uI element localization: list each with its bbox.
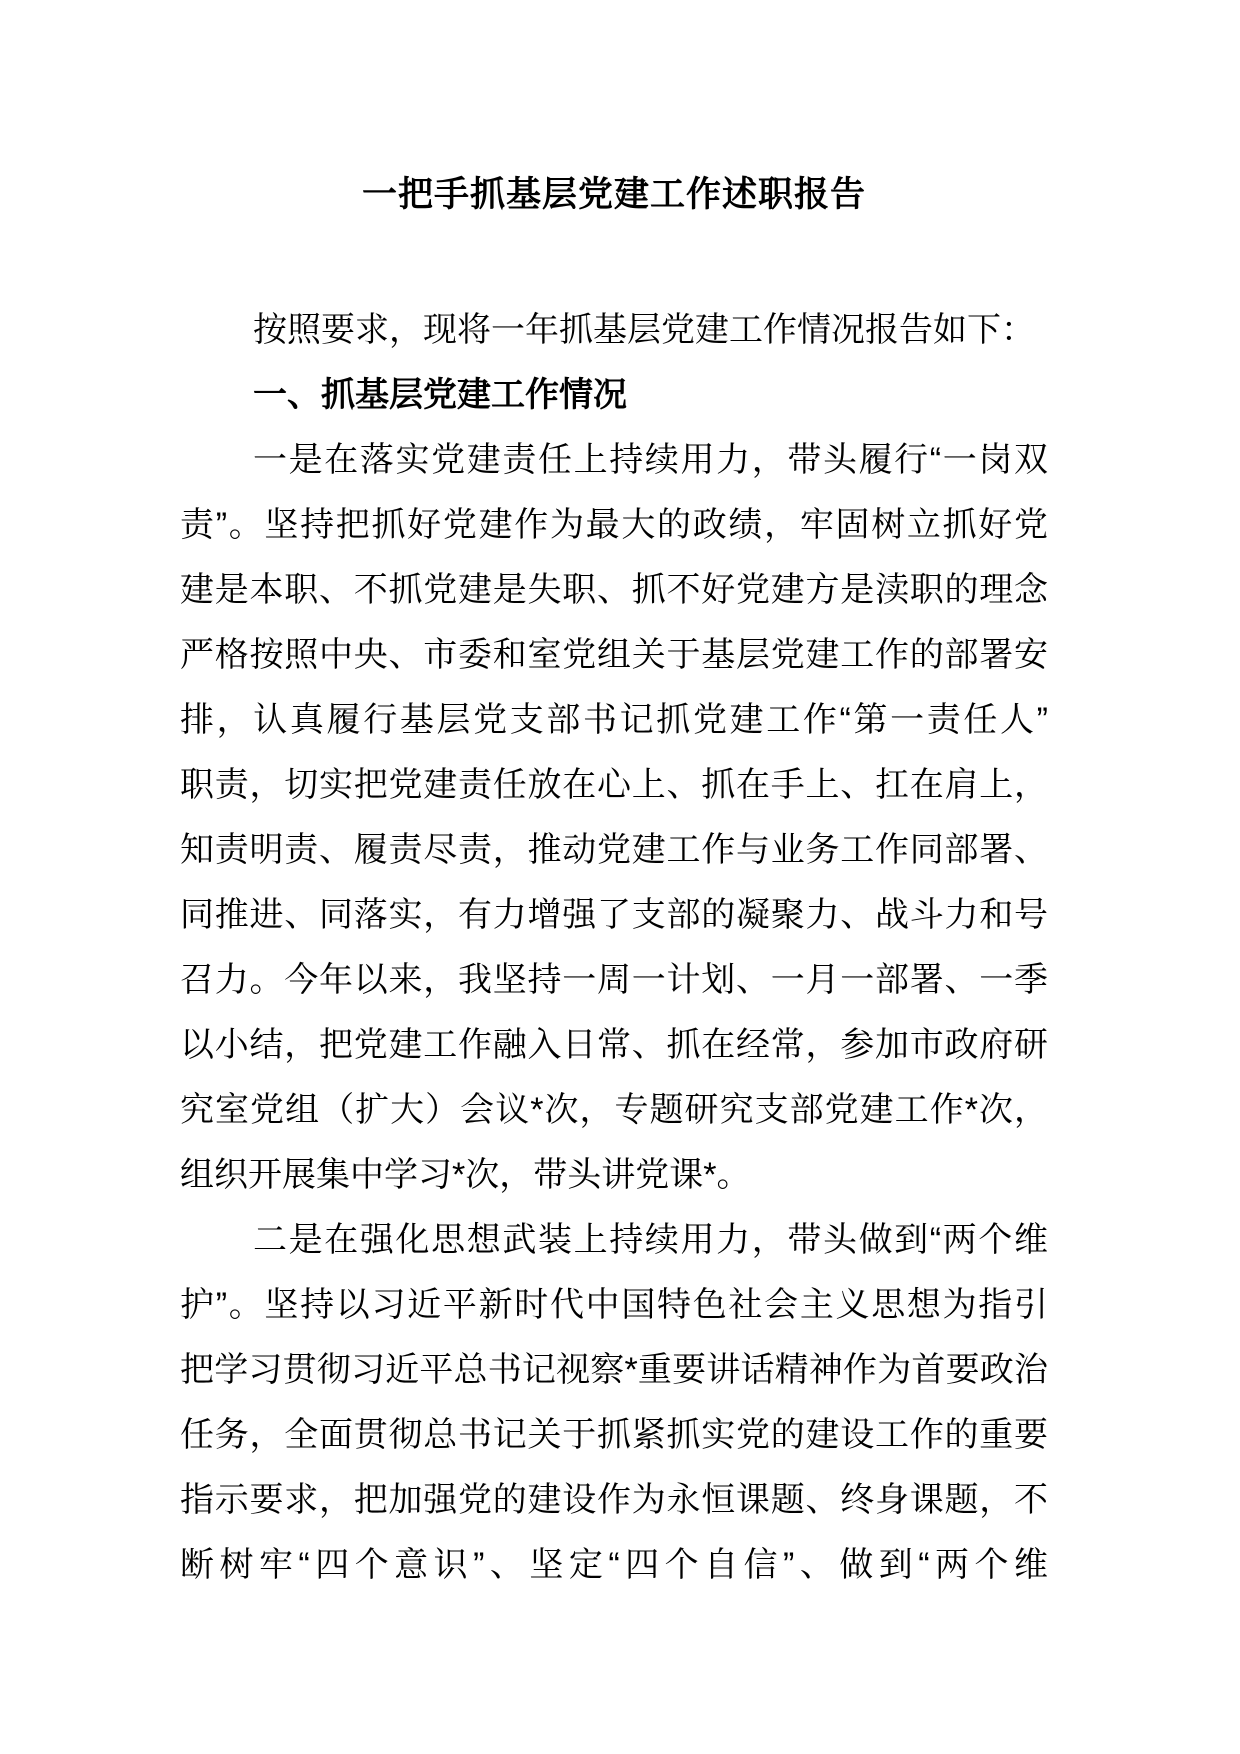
document-title: 一把手抓基层党建工作述职报告: [361, 175, 866, 214]
text-line: 同推进、同落实，有力增强了支部的凝聚力、战斗力和号: [180, 896, 1048, 934]
text-line: 任务，全面贯彻总书记关于抓紧抓实党的建设工作的重要: [180, 1416, 1048, 1454]
text-line: 严格按照中央、市委和室党组关于基层党建工作的部署安: [180, 636, 1048, 674]
text-line: 断树牢“四个意识”、坚定“四个自信”、做到“两个维: [180, 1546, 1048, 1584]
text-line: 建是本职、不抓党建是失职、抓不好党建方是渎职的理念: [180, 571, 1048, 609]
document-body: [180, 298, 1048, 1598]
text-line: 指示要求，把加强党的建设作为永恒课题、终身课题，不: [180, 1481, 1048, 1519]
text-line: 二是在强化思想武装上持续用力，带头做到“两个维: [253, 1221, 1048, 1259]
text-line: 把学习贯彻习近平总书记视察*重要讲话精神作为首要政治: [180, 1351, 1048, 1389]
text-line: 职责，切实把党建责任放在心上、抓在手上、扛在肩上，: [180, 766, 1048, 804]
text-line: 究室党组（扩大）会议*次，专题研究支部党建工作*次，: [180, 1091, 1048, 1129]
text-line: 组织开展集中学习*次，带头讲党课*。: [180, 1156, 751, 1194]
text-line: 排，认真履行基层党支部书记抓党建工作“第一责任人”: [180, 701, 1048, 739]
text-line: 知责明责、履责尽责，推动党建工作与业务工作同部署、: [180, 831, 1048, 869]
text-line: 一是在落实党建责任上持续用力，带头履行“一岗双: [253, 441, 1048, 479]
text-line: 以小结，把党建工作融入日常、抓在经常，参加市政府研: [180, 1026, 1048, 1064]
section-heading: 一、抓基层党建工作情况: [253, 376, 627, 414]
text-line: 按照要求，现将一年抓基层党建工作情况报告如下：: [253, 311, 1035, 349]
text-line: 召力。今年以来，我坚持一周一计划、一月一部署、一季: [180, 961, 1048, 999]
text-line: 护”。坚持以习近平新时代中国特色社会主义思想为指引: [180, 1286, 1048, 1324]
text-line: 责”。坚持把抓好党建作为最大的政绩，牢固树立抓好党: [180, 506, 1048, 544]
